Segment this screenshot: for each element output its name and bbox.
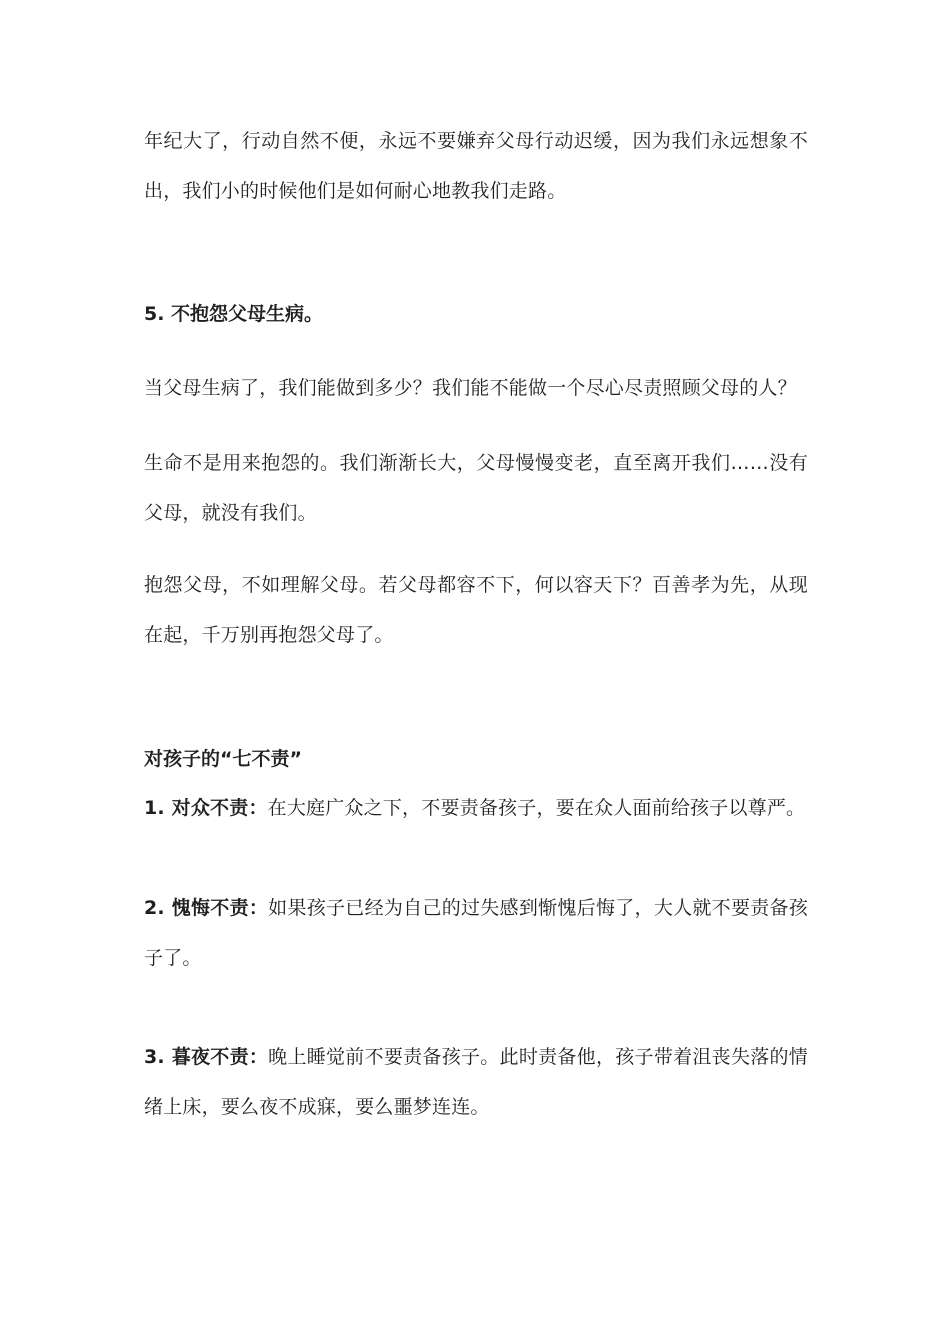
children-item-2-label: 2. 愧悔不责： [144, 897, 269, 919]
children-item-3 [144, 1032, 808, 1132]
section-5-paragraph-2: 生命不是用来抱怨的。我们渐渐长大，父母慢慢变老，直至离开我们……没有父母，就没有我们。 [144, 452, 808, 524]
intro-paragraph: 年纪大了，行动自然不便，永远不要嫌弃父母行动迟缓，因为我们永远想象不出，我们小的时候他们是如何耐心地教我们走路。 [144, 130, 808, 202]
children-item-2 [144, 883, 808, 983]
children-item-1 [144, 783, 808, 833]
children-item-1-text: 在大庭广众之下，不要责备孩子，要在众人面前给孩子以尊严。 [267, 797, 806, 819]
children-item-3-label: 3. 暮夜不责： [144, 1046, 269, 1068]
children-item-2-text: 如果孩子已经为自己的过失感到惭愧后悔了，大人就不要责备孩子了。 [144, 897, 808, 969]
section-5-heading: 5. 不抱怨父母生病。 [144, 303, 324, 325]
children-item-3-text: 晚上睡觉前不要责备孩子。此时责备他，孩子带着沮丧失落的情绪上床，要么夜不成寐，要么噩梦连连。 [144, 1046, 808, 1118]
section-5-paragraph-1: 当父母生病了，我们能做到多少？我们能不能做一个尽心尽责照顾父母的人？ [144, 377, 797, 399]
children-heading: 对孩子的“七不责” [144, 748, 302, 770]
children-item-1-label: 1. 对众不责： [144, 797, 268, 819]
section-5-paragraph-3: 抱怨父母，不如理解父母。若父母都容不下，何以容天下？百善孝为先，从现在起，千万别再抱怨父母了。 [144, 574, 808, 646]
